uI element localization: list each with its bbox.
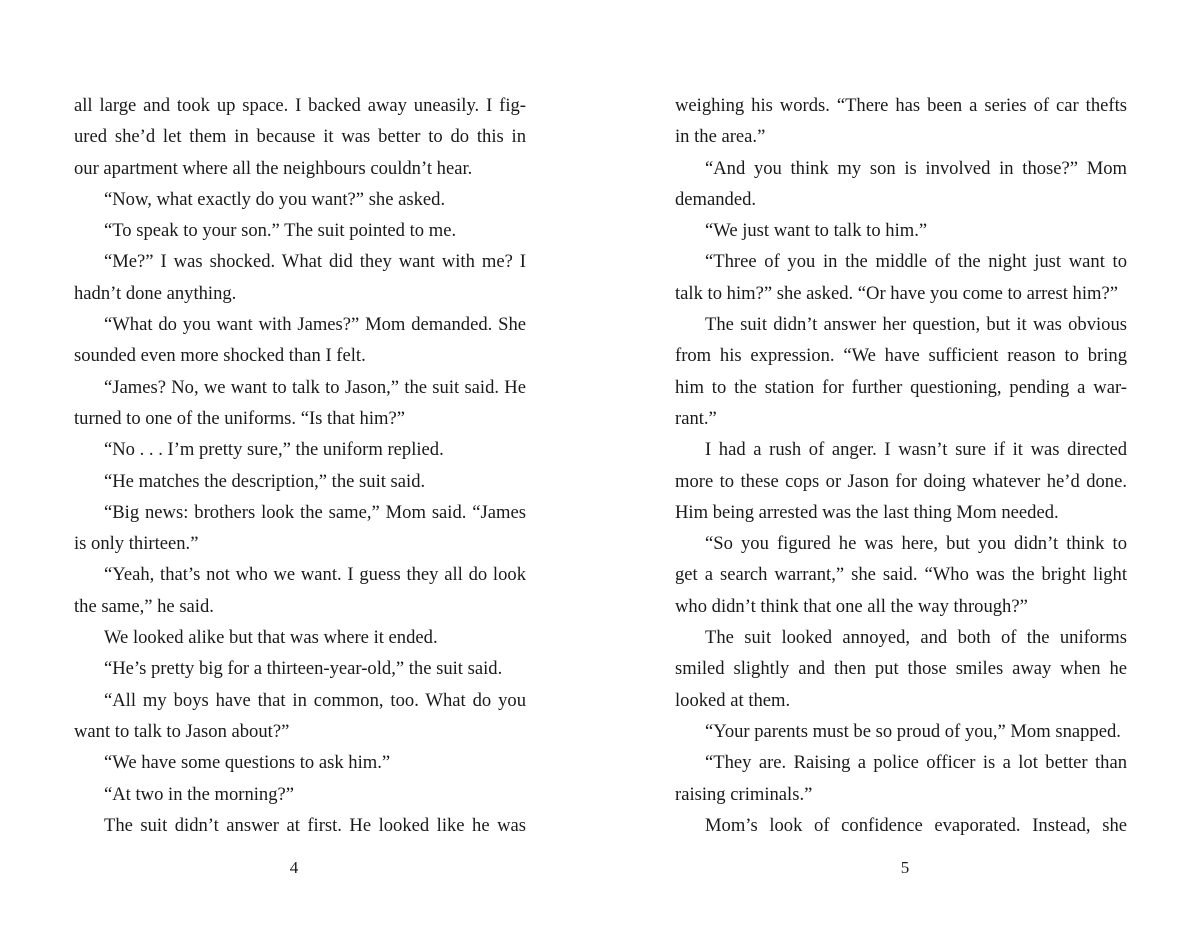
text-line: rant.”	[675, 407, 717, 429]
text-line: our apartment where all the neighbours couldn’t hear.	[74, 157, 473, 179]
text-line: “Now, what exactly do you want?” she asked.	[104, 188, 446, 210]
text-line: “Big news: brothers look the same,” Mom said. “James	[104, 501, 526, 523]
text-line: from his expression. “We have sufficient reason to bring	[675, 345, 1127, 367]
text-line: Him being arrested was the last thing Mom needed.	[675, 501, 1059, 523]
text-line: demanded.	[675, 188, 757, 210]
text-line: “At two in the morning?”	[104, 783, 295, 805]
text-line: The suit didn’t answer her question, but it was obvious	[705, 314, 1127, 336]
text-line: “They are. Raising a police officer is a lot better than	[705, 752, 1127, 774]
text-line: “What do you want with James?” Mom demanded. She	[104, 314, 526, 336]
text-line: ured she’d let them in because it was better to do this in	[74, 126, 526, 148]
text-line: “James? No, we want to talk to Jason,” the suit said. He	[104, 376, 526, 398]
text-line: raising criminals.”	[675, 783, 813, 805]
text-line: The suit looked annoyed, and both of the uniforms	[705, 627, 1127, 649]
text-line: talk to him?” she asked. “Or have you come to arrest him?”	[675, 282, 1118, 304]
text-line: weighing his words. “There has been a series of car thefts	[675, 95, 1127, 116]
text-line: We looked alike but that was where it ended.	[104, 627, 438, 649]
text-line: I had a rush of anger. I wasn’t sure if it was directed	[705, 439, 1127, 461]
text-line: “He’s pretty big for a thirteen-year-old,” the suit said.	[104, 658, 503, 680]
text-line: “Three of you in the middle of the night just want to	[705, 251, 1127, 273]
text-line: “So you figured he was here, but you didn’t think to	[705, 533, 1127, 555]
text-line: in the area.”	[675, 126, 766, 148]
text-line: “He matches the description,” the suit said.	[104, 470, 426, 492]
text-line: Mom’s look of confidence evaporated. Instead, she	[705, 814, 1127, 836]
right-page-text	[675, 90, 1127, 841]
text-line: “We have some questions to ask him.”	[104, 752, 391, 774]
right-page-number: 5	[900, 858, 910, 877]
text-line: want to talk to Jason about?”	[74, 720, 290, 742]
left-page-number: 4	[289, 858, 299, 877]
left-page-text	[74, 90, 526, 841]
text-line: smiled slightly and then put those smiles away when he	[675, 658, 1127, 680]
text-line: who didn’t think that one all the way through?”	[675, 595, 1028, 617]
text-line: “Your parents must be so proud of you,” Mom snapped.	[705, 720, 1121, 742]
text-line: sounded even more shocked than I felt.	[74, 345, 366, 367]
text-line: “We just want to talk to him.”	[705, 220, 928, 242]
text-line: The suit didn’t answer at first. He looked like he was	[104, 814, 526, 836]
text-line: “No . . . I’m pretty sure,” the uniform replied.	[104, 439, 444, 461]
text-line: turned to one of the uniforms. “Is that him?”	[74, 407, 405, 429]
text-line: hadn’t done anything.	[74, 282, 237, 304]
text-line: is only thirteen.”	[74, 533, 199, 555]
text-line: “To speak to your son.” The suit pointed to me.	[104, 220, 457, 242]
text-line: him to the station for further questioning, pending a war-	[675, 376, 1127, 398]
text-line: “And you think my son is involved in those?” Mom	[705, 157, 1127, 179]
text-line: get a search warrant,” she said. “Who was the bright light	[675, 564, 1127, 586]
text-line: “Me?” I was shocked. What did they want with me? I	[104, 251, 526, 273]
text-line: the same,” he said.	[74, 595, 214, 617]
text-line: looked at them.	[675, 689, 791, 711]
text-line: “All my boys have that in common, too. What do you	[104, 689, 526, 711]
text-line: “Yeah, that’s not who we want. I guess they all do look	[104, 564, 526, 586]
text-line: more to these cops or Jason for doing whatever he’d done.	[675, 470, 1127, 492]
text-line: all large and took up space. I backed away uneasily. I fig-	[74, 95, 526, 116]
